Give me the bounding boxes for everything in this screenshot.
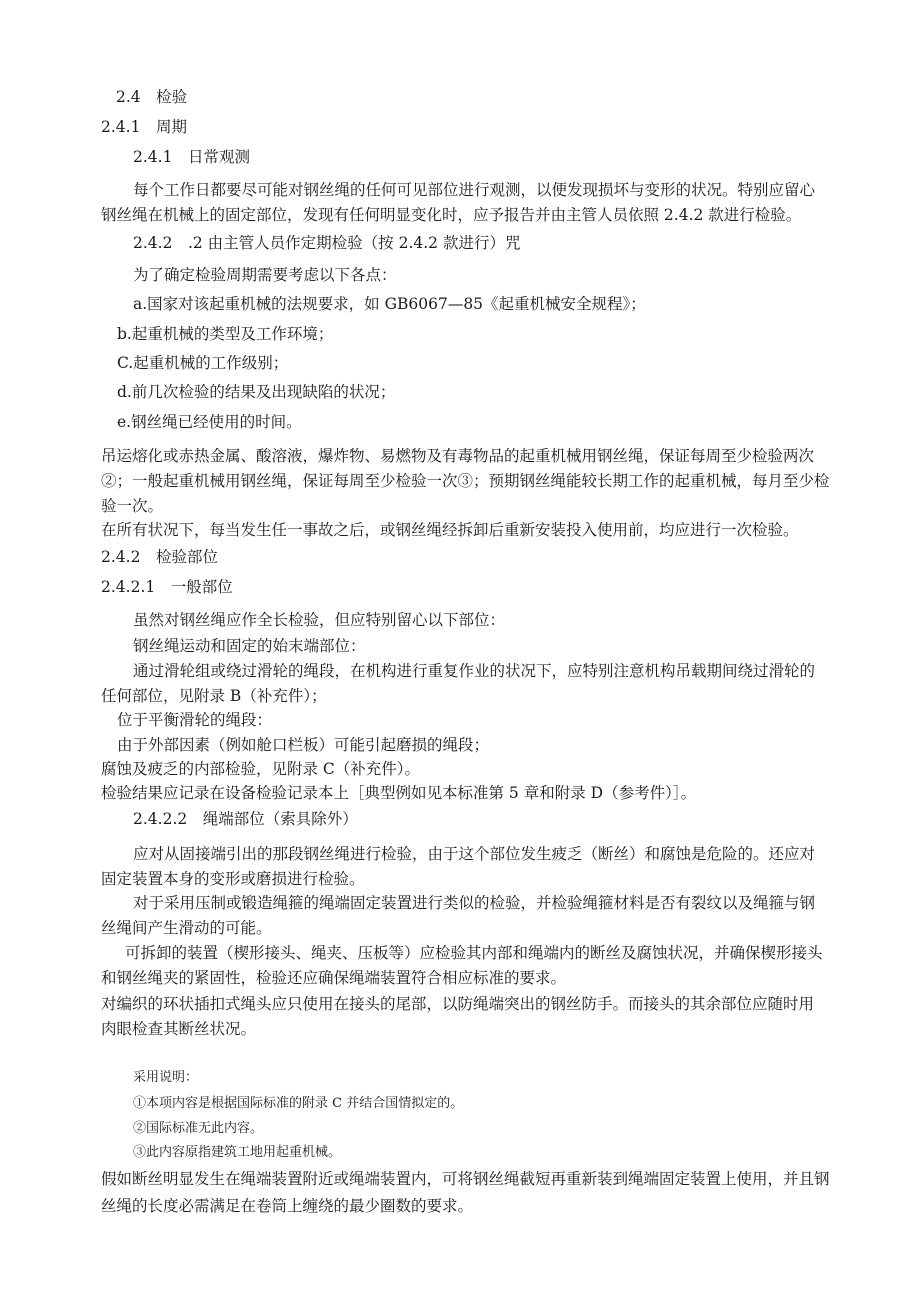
subsection-heading: 2.4.2 .2 由主管人员作定期检验（按 2.4.2 款进行）咒 — [133, 234, 521, 252]
subsection-heading: 2.4.2.1 一般部位 — [101, 578, 233, 596]
paragraph-line: 固定装置本身的变形或磨损进行检验。 — [101, 870, 365, 888]
paragraph-line: 钢丝绳运动和固定的始末端部位： — [133, 637, 366, 655]
paragraph-line: 腐蚀及疲乏的内部检验，见附录 C（补充件）。 — [101, 760, 421, 778]
paragraph-line: 丝绳间产生滑动的可能。 — [101, 919, 272, 937]
paragraph-line: 通过滑轮组或绕过滑轮的绳段，在机构进行重复作业的状况下，应特别注意机构吊载期间绕过滑轮的 — [133, 662, 816, 680]
paragraph-line: 每个工作日都要尽可能对钢丝绳的任何可见部位进行观测，以便发现损坏与变形的状况。特别应留心 — [133, 181, 816, 199]
paragraph-line: 钢丝绳在机械上的固定部位，发现有任何明显变化时，应予报告并由主管人员依照 2.4.2 款进行检验。 — [101, 206, 802, 224]
subsection-heading: 2.4.2.2 绳端部位（索具除外） — [133, 810, 358, 828]
paragraph-line: 对编织的环状插扣式绳头应只使用在接头的尾部，以防绳端突出的钢丝防手。而接头的其余部位应随时用 — [101, 995, 815, 1013]
list-item: a.国家对该起重机械的法规要求，如 GB6067—85《起重机械安全规程》； — [133, 295, 646, 313]
paragraph-line: 假如断丝明显发生在绳端装置附近或绳端装置内，可将钢丝绳截短再重新装到绳端固定装置上使用，并且钢 — [101, 1170, 830, 1188]
paragraph-line: 为了确定检验周期需要考虑以下各点： — [133, 266, 397, 284]
note-item: ①本项内容是根据国际标准的附录 C 并结合国情拟定的。 — [133, 1096, 464, 1111]
note-title: 采用说明： — [133, 1070, 199, 1085]
paragraph-line: 验一次。 — [101, 497, 164, 515]
paragraph-line: 应对从固接端引出的那段钢丝绳进行检验，由于这个部位发生疲乏（断丝）和腐蚀是危险的。还应对 — [133, 845, 816, 863]
subsection-heading: 2.4.1 日常观测 — [133, 148, 250, 166]
paragraph-line: 可拆卸的装置（楔形接头、绳夹、压板等）应检验其内部和绳端内的断丝及腐蚀状况，并确保楔形接头 — [125, 944, 823, 962]
paragraph-line: 检验结果应记录在设备检验记录本上［典型例如见本标准第 5 章和附录 D（参考件）］。 — [101, 784, 697, 802]
paragraph-line: 任何部位，见附录 B（补充件）； — [101, 687, 327, 705]
note-item: ②国际标准无此内容。 — [133, 1121, 264, 1136]
paragraph-line: 丝绳的长度必需满足在卷筒上缠绕的最少圈数的要求。 — [101, 1197, 474, 1215]
paragraph-line: 虽然对钢丝绳应作全长检验，但应特别留心以下部位： — [133, 611, 506, 629]
section-heading: 2.4.1 周期 — [101, 118, 187, 136]
list-item: C.起重机械的工作级别； — [117, 354, 289, 372]
note-item: ③此内容原指建筑工地用起重机械。 — [133, 1145, 342, 1160]
section-heading: 2.4.2 检验部位 — [101, 548, 218, 566]
paragraph-line: 在所有状况下，每当发生任一事故之后，或钢丝绳经拆卸后重新安装投入使用前，均应进行一次检验。 — [101, 521, 799, 539]
paragraph-line: ②；一般起重机械用钢丝绳，保证每周至少检验一次③；预期钢丝绳能较长期工作的起重机械，每月至少检 — [101, 472, 830, 490]
paragraph-line: 和钢丝绳夹的紧固性，检验还应确保绳端装置符合相应标准的要求。 — [101, 969, 567, 987]
paragraph-line: 由于外部因素（例如舱口栏板）可能引起磨损的绳段； — [117, 736, 490, 754]
paragraph-line: 吊运熔化或赤热金属、酸溶液，爆炸物、易燃物及有毒物品的起重机械用钢丝绳，保证每周至少检验两次 — [101, 447, 815, 465]
paragraph-line: 肉眼检查其断丝状况。 — [101, 1020, 257, 1038]
paragraph-line: 对于采用压制或锻造绳箍的绳端固定装置进行类似的检验，并检验绳箍材料是否有裂纹以及绳箍与钢 — [133, 894, 816, 912]
list-item: d.前几次检验的结果及出现缺陷的状况； — [117, 383, 396, 401]
paragraph-line: 位于平衡滑轮的绳段： — [117, 711, 273, 729]
list-item: b.起重机械的类型及工作环境； — [117, 325, 334, 343]
list-item: e.钢丝绳已经使用的时间。 — [117, 413, 302, 431]
section-heading: 2.4 检验 — [116, 88, 188, 106]
